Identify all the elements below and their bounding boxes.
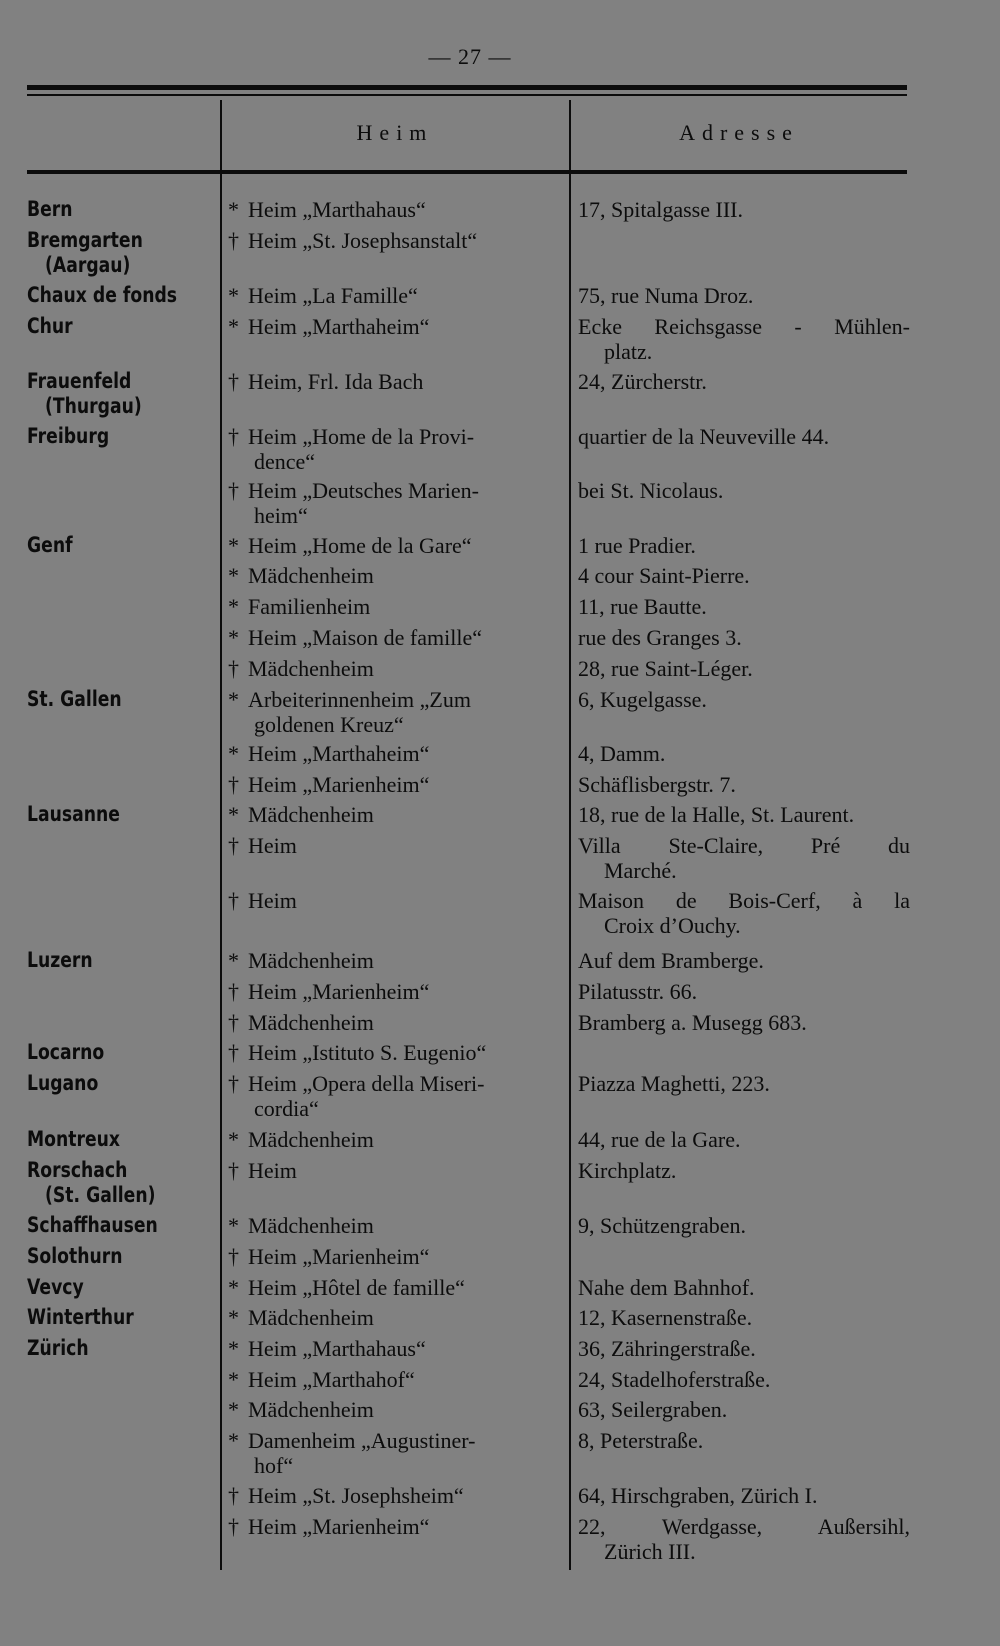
heim-name-continued: goldenen Kreuz“: [254, 712, 404, 737]
heim-line: [228, 687, 563, 712]
heim-type-symbol: †: [228, 1244, 239, 1269]
address-cell: [578, 1367, 910, 1392]
heim-name: Heim „Marthahof“: [248, 1367, 415, 1392]
heim-type-symbol: †: [228, 1158, 239, 1183]
address-cell: [578, 1213, 910, 1238]
address-line: 64, Hirschgraben, Zürich I.: [578, 1483, 818, 1508]
heim-name: Heim: [248, 833, 297, 858]
page-number: — 27 —: [428, 44, 512, 69]
heim-type-symbol: *: [228, 283, 239, 308]
heim-line: [228, 1071, 563, 1096]
heim-name-continued: cordia“: [254, 1096, 319, 1121]
city-name: Vevcy: [27, 1275, 84, 1299]
city-name: Bremgarten: [27, 228, 143, 252]
heim-type-symbol: †: [228, 228, 239, 253]
city-cell: [27, 1040, 183, 1065]
address-line-continued: Croix d’Ouchy.: [604, 913, 741, 938]
address-line: quartier de la Neuveville 44.: [578, 424, 830, 449]
heim-name: Heim „St. Josephsanstalt“: [248, 228, 478, 253]
heim-line: [228, 948, 563, 973]
address-cell: [578, 594, 910, 619]
city-cell: [27, 283, 183, 308]
heim-type-symbol: *: [228, 948, 239, 973]
heim-type-symbol: *: [228, 314, 239, 339]
heim-name: Mädchenheim: [248, 802, 374, 827]
heim-line: [228, 369, 563, 394]
address-cell: [578, 1275, 910, 1300]
heim-cell: [228, 197, 563, 222]
heim-name: Heim „La Famille“: [248, 283, 418, 308]
address-line: 4, Damm.: [578, 741, 666, 766]
heim-type-symbol: *: [228, 1428, 239, 1453]
heim-cell: [228, 1483, 563, 1508]
address-cell: [578, 563, 910, 588]
address-cell: [578, 533, 910, 558]
column-header-heim: Heim: [356, 120, 434, 145]
heim-line: [228, 979, 563, 1004]
heim-type-symbol: *: [228, 533, 239, 558]
address-cell: [578, 979, 910, 1004]
address-line: 12, Kasernenstraße.: [578, 1305, 753, 1330]
address-line-continued: Zürich III.: [604, 1539, 696, 1564]
heim-cell: [228, 1071, 563, 1121]
heim-name: Heim „Marienheim“: [248, 772, 430, 797]
heim-name-continued: hof“: [254, 1453, 294, 1478]
heim-line: [228, 594, 563, 619]
heim-type-symbol: †: [228, 772, 239, 797]
address-cell: [578, 369, 910, 394]
heim-name: Heim „Home de la Provi-: [248, 424, 475, 449]
heim-line: [228, 563, 563, 588]
city-name: Winterthur: [27, 1305, 134, 1329]
heim-line: [228, 656, 563, 681]
heim-type-symbol: *: [228, 687, 239, 712]
heim-name: Heim „Maison de famille“: [248, 625, 482, 650]
address-line: 18, rue de la Halle, St. Laurent.: [578, 802, 855, 827]
heim-line: [228, 197, 563, 222]
heim-type-symbol: *: [228, 1127, 239, 1152]
city-cell: [27, 1244, 183, 1269]
heim-line: [228, 478, 563, 503]
heim-line: [228, 533, 563, 558]
heim-name: Heim „Deutsches Marien-: [248, 478, 479, 503]
heim-name: Heim „Marthaheim“: [248, 741, 430, 766]
heim-line: [228, 1397, 563, 1422]
address-line: 22, Werdgasse, Außersihl,: [578, 1514, 910, 1539]
heim-name-continued: dence“: [254, 449, 316, 474]
address-cell: [578, 772, 910, 797]
top-rule: [27, 85, 907, 90]
heim-name: Heim „Marienheim“: [248, 1514, 430, 1539]
address-line: 36, Zähringerstraße.: [578, 1336, 756, 1361]
heim-name: Heim, Frl. Ida Bach: [248, 369, 424, 394]
heim-name: Damenheim „Augustiner-: [248, 1428, 476, 1453]
heim-line: [228, 1514, 563, 1539]
heim-cell: [228, 1397, 563, 1422]
city-cell: [27, 424, 183, 449]
address-line: Nahe dem Bahnhof.: [578, 1275, 755, 1300]
heim-cell: [228, 888, 563, 913]
address-cell: [578, 1158, 910, 1183]
heim-name: Heim: [248, 888, 297, 913]
city-name: Solothurn: [27, 1244, 123, 1268]
heim-name: Heim „Hôtel de famille“: [248, 1275, 465, 1300]
city-name: Luzern: [27, 948, 93, 972]
address-line: Piazza Maghetti, 223.: [578, 1071, 770, 1096]
heim-line: [228, 314, 563, 339]
heim-type-symbol: *: [228, 1213, 239, 1238]
heim-type-symbol: †: [228, 1040, 239, 1065]
heim-cell: [228, 228, 563, 253]
heim-cell: [228, 1127, 563, 1152]
address-line: 6, Kugelgasse.: [578, 687, 707, 712]
heim-cell: [228, 563, 563, 588]
heim-cell: [228, 1158, 563, 1183]
city-cell: [27, 197, 183, 222]
address-cell: [578, 625, 910, 650]
heim-type-symbol: *: [228, 1367, 239, 1392]
heim-type-symbol: *: [228, 1336, 239, 1361]
city-name: Schaffhausen: [27, 1213, 158, 1237]
city-name: Bern: [27, 197, 73, 221]
heim-type-symbol: *: [228, 197, 239, 222]
heim-name: Heim „St. Josephsheim“: [248, 1483, 464, 1508]
address-line: 24, Zürcherstr.: [578, 369, 707, 394]
column-header-adresse: Adresse: [679, 120, 799, 145]
city-cell: [27, 1158, 183, 1208]
heim-name: Mädchenheim: [248, 1010, 374, 1035]
heim-line: [228, 228, 563, 253]
address-line: 11, rue Bautte.: [578, 594, 707, 619]
heim-line: [228, 1244, 563, 1269]
heim-line: [228, 802, 563, 827]
heim-name-continued: heim“: [254, 503, 308, 528]
heim-cell: [228, 1367, 563, 1392]
address-cell: [578, 1127, 910, 1152]
address-cell: [578, 656, 910, 681]
heim-name: Mädchenheim: [248, 1213, 374, 1238]
address-cell: [578, 1071, 910, 1096]
heim-name: Heim „Marthahaus“: [248, 1336, 426, 1361]
city-name: Lausanne: [27, 802, 120, 826]
city-cell: [27, 1127, 183, 1152]
heim-type-symbol: †: [228, 369, 239, 394]
heim-cell: [228, 1244, 563, 1269]
city-name: Chur: [27, 314, 73, 338]
address-line: Maison de Bois-Cerf, à la: [578, 888, 910, 913]
address-cell: [578, 1305, 910, 1330]
address-line: Ecke Reichsgasse - Mühlen-: [578, 314, 910, 339]
address-line: Auf dem Bramberge.: [578, 948, 764, 973]
heim-cell: [228, 1514, 563, 1539]
heim-cell: [228, 948, 563, 973]
address-line: Villa Ste-Claire, Pré du: [578, 833, 910, 858]
heim-type-symbol: †: [228, 833, 239, 858]
heim-cell: [228, 424, 563, 474]
address-cell: [578, 687, 910, 712]
heim-line: [228, 1367, 563, 1392]
heim-type-symbol: *: [228, 741, 239, 766]
heim-type-symbol: *: [228, 1305, 239, 1330]
heim-name: Mädchenheim: [248, 1397, 374, 1422]
address-cell: [578, 833, 910, 883]
heim-cell: [228, 979, 563, 1004]
address-cell: [578, 1514, 910, 1564]
heim-line: [228, 1428, 563, 1453]
heim-type-symbol: †: [228, 1483, 239, 1508]
address-cell: [578, 1483, 910, 1508]
address-cell: [578, 478, 910, 503]
city-name: Frauenfeld: [27, 369, 132, 393]
city-name: Rorschach: [27, 1158, 128, 1182]
city-name: Locarno: [27, 1040, 105, 1064]
heim-cell: [228, 656, 563, 681]
heim-type-symbol: *: [228, 1275, 239, 1300]
city-name: Zürich: [27, 1336, 89, 1360]
address-line: Pilatusstr. 66.: [578, 979, 698, 1004]
address-cell: [578, 888, 910, 938]
heim-type-symbol: †: [228, 1514, 239, 1539]
top-rule-thin: [27, 94, 907, 96]
heim-cell: [228, 1336, 563, 1361]
heim-line: [228, 1483, 563, 1508]
heim-cell: [228, 1213, 563, 1238]
heim-name: Mädchenheim: [248, 656, 374, 681]
heim-cell: [228, 772, 563, 797]
address-cell: [578, 802, 910, 827]
heim-cell: [228, 1010, 563, 1035]
city-cell: [27, 1275, 183, 1300]
heim-cell: [228, 625, 563, 650]
heim-type-symbol: †: [228, 1010, 239, 1035]
address-line: 63, Seilergraben.: [578, 1397, 728, 1422]
address-line: 24, Stadelhoferstraße.: [578, 1367, 771, 1392]
address-cell: [578, 1010, 910, 1035]
city-cell: [27, 948, 183, 973]
heim-line: [228, 1336, 563, 1361]
heim-type-symbol: *: [228, 802, 239, 827]
address-line: 44, rue de la Gare.: [578, 1127, 741, 1152]
address-line: bei St. Nicolaus.: [578, 478, 724, 503]
heim-type-symbol: *: [228, 563, 239, 588]
heim-cell: [228, 1040, 563, 1065]
heim-line: [228, 1040, 563, 1065]
heim-type-symbol: †: [228, 1071, 239, 1096]
city-cell: [27, 369, 183, 419]
heim-line: [228, 1305, 563, 1330]
column-divider-1: [220, 100, 222, 1570]
address-cell: [578, 314, 910, 364]
header-rule: [27, 170, 907, 174]
heim-type-symbol: †: [228, 478, 239, 503]
heim-line: [228, 1010, 563, 1035]
address-line: 9, Schützengraben.: [578, 1213, 746, 1238]
heim-name: Mädchenheim: [248, 1127, 374, 1152]
heim-type-symbol: *: [228, 594, 239, 619]
heim-cell: [228, 594, 563, 619]
heim-line: [228, 1158, 563, 1183]
heim-cell: [228, 687, 563, 737]
city-name: St. Gallen: [27, 687, 122, 711]
city-name: Freiburg: [27, 424, 110, 448]
address-line: 75, rue Numa Droz.: [578, 283, 754, 308]
city-cell: [27, 314, 183, 339]
city-cell: [27, 533, 183, 558]
address-line: Schäflisbergstr. 7.: [578, 772, 736, 797]
heim-name: Heim „Home de la Gare“: [248, 533, 472, 558]
heim-name: Mädchenheim: [248, 948, 374, 973]
heim-name: Heim „Marthahaus“: [248, 197, 426, 222]
heim-type-symbol: †: [228, 979, 239, 1004]
city-cell: [27, 228, 183, 278]
address-cell: [578, 283, 910, 308]
city-region: (Aargau): [45, 253, 131, 277]
heim-name: Mädchenheim: [248, 1305, 374, 1330]
heim-line: [228, 1127, 563, 1152]
heim-type-symbol: †: [228, 656, 239, 681]
heim-line: [228, 888, 563, 913]
address-cell: [578, 741, 910, 766]
city-cell: [27, 802, 183, 827]
address-cell: [578, 424, 910, 449]
heim-type-symbol: †: [228, 888, 239, 913]
heim-cell: [228, 283, 563, 308]
heim-cell: [228, 802, 563, 827]
heim-name: Familienheim: [248, 594, 371, 619]
heim-line: [228, 1275, 563, 1300]
address-line: 17, Spitalgasse III.: [578, 197, 743, 222]
city-cell: [27, 1213, 183, 1238]
city-name: Lugano: [27, 1071, 99, 1095]
city-name: Chaux de fonds: [27, 283, 178, 307]
address-line: 8, Peterstraße.: [578, 1428, 704, 1453]
city-cell: [27, 687, 183, 712]
heim-type-symbol: *: [228, 1397, 239, 1422]
heim-type-symbol: †: [228, 424, 239, 449]
address-line: 1 rue Pradier.: [578, 533, 696, 558]
city-name: Genf: [27, 533, 73, 557]
heim-name: Heim „Istituto S. Eugenio“: [248, 1040, 487, 1065]
heim-line: [228, 424, 563, 449]
heim-name: Arbeiterinnenheim „Zum: [248, 687, 471, 712]
heim-cell: [228, 1305, 563, 1330]
heim-line: [228, 625, 563, 650]
heim-line: [228, 772, 563, 797]
address-line: Bramberg a. Musegg 683.: [578, 1010, 807, 1035]
city-region: (St. Gallen): [45, 1183, 156, 1207]
address-line: Kirchplatz.: [578, 1158, 677, 1183]
address-cell: [578, 1397, 910, 1422]
heim-cell: [228, 533, 563, 558]
heim-name: Heim „Opera della Miseri-: [248, 1071, 485, 1096]
address-cell: [578, 948, 910, 973]
address-line: rue des Granges 3.: [578, 625, 742, 650]
heim-line: [228, 1213, 563, 1238]
heim-cell: [228, 314, 563, 339]
heim-cell: [228, 1275, 563, 1300]
city-cell: [27, 1336, 183, 1361]
address-cell: [578, 197, 910, 222]
heim-cell: [228, 833, 563, 858]
city-cell: [27, 1071, 183, 1096]
heim-cell: [228, 1428, 563, 1478]
heim-line: [228, 283, 563, 308]
column-divider-2: [569, 100, 571, 1570]
address-line: 28, rue Saint-Léger.: [578, 656, 753, 681]
heim-name: Heim „Marienheim“: [248, 1244, 430, 1269]
heim-name: Heim: [248, 1158, 297, 1183]
city-cell: [27, 1305, 183, 1330]
heim-line: [228, 741, 563, 766]
heim-type-symbol: *: [228, 625, 239, 650]
address-line-continued: platz.: [604, 339, 653, 364]
heim-line: [228, 833, 563, 858]
address-cell: [578, 1336, 910, 1361]
city-region: (Thurgau): [45, 394, 142, 418]
city-name: Montreux: [27, 1127, 121, 1151]
heim-name: Heim „Marthaheim“: [248, 314, 430, 339]
heim-cell: [228, 741, 563, 766]
heim-cell: [228, 478, 563, 528]
address-line-continued: Marché.: [604, 858, 677, 883]
address-line: 4 cour Saint-Pierre.: [578, 563, 750, 588]
heim-name: Mädchenheim: [248, 563, 374, 588]
heim-name: Heim „Marienheim“: [248, 979, 430, 1004]
heim-cell: [228, 369, 563, 394]
address-cell: [578, 1428, 910, 1453]
